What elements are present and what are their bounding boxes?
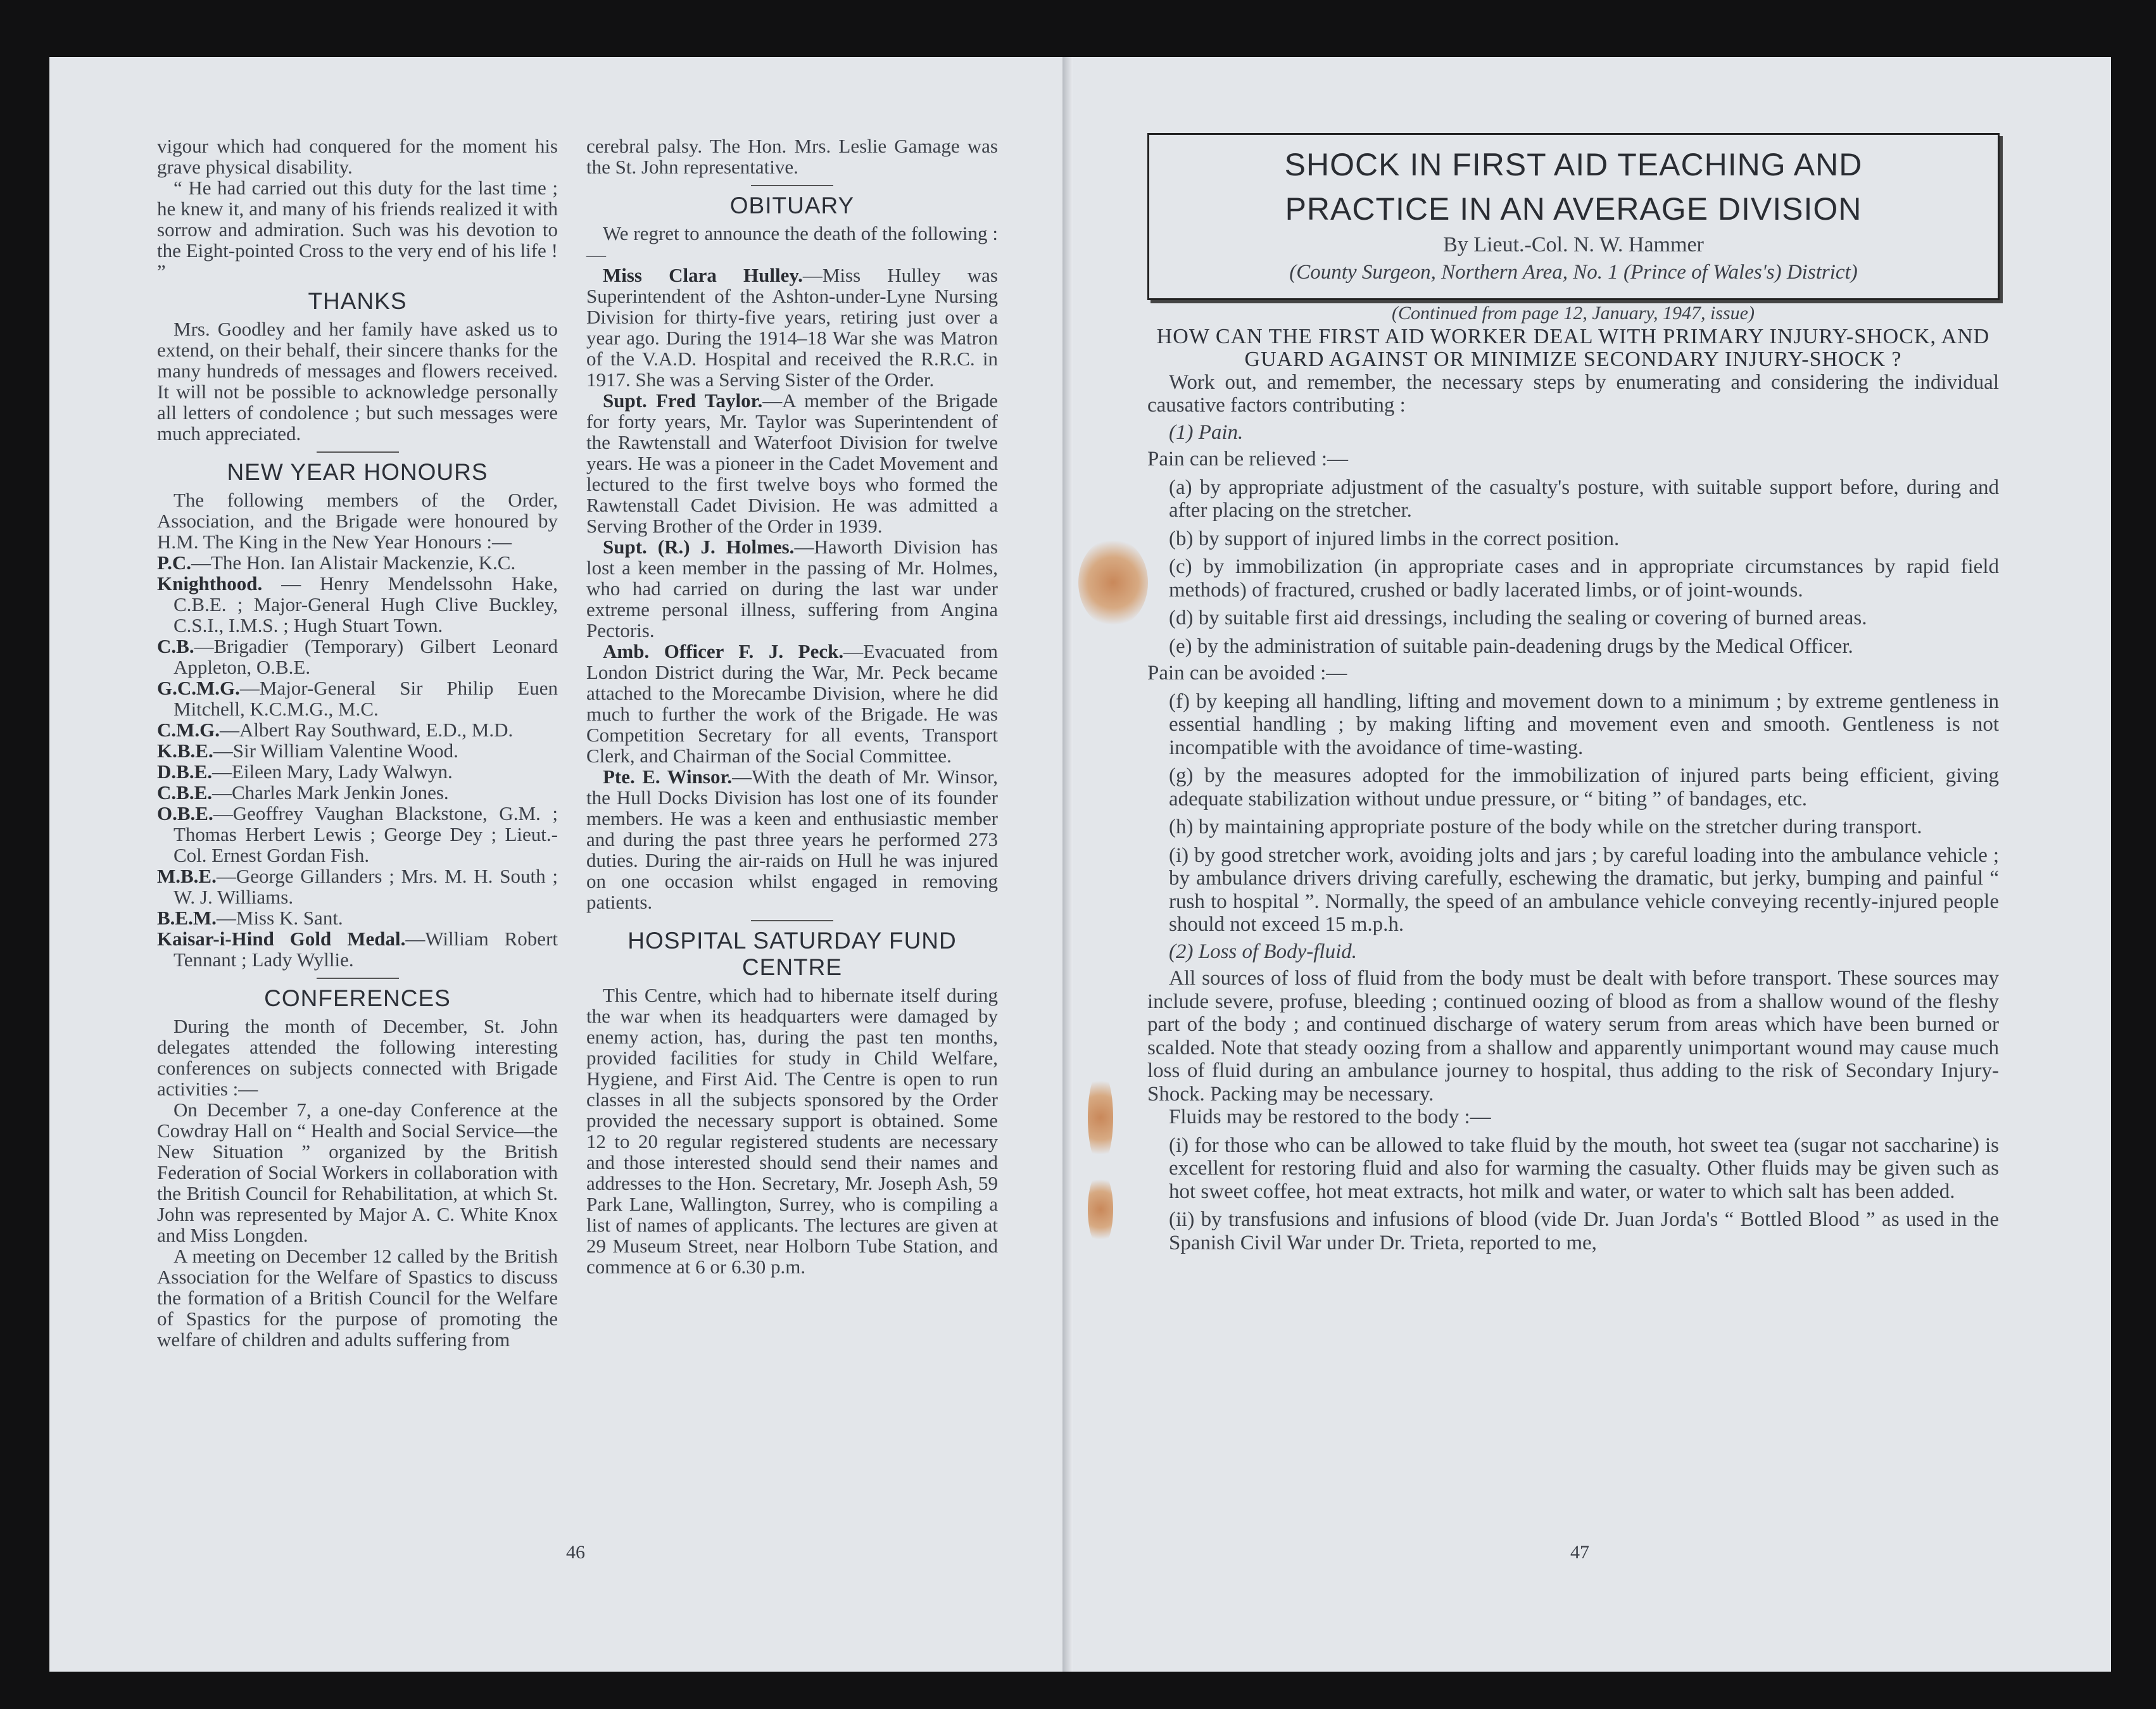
paragraph: A meeting on December 12 called by the British Association for the Welfare of Spastics to discuss the formation of a British Council for the Welfare of Spastics for the purpose of promoting the welfare of children and adults suffering from: [157, 1245, 558, 1351]
divider: [751, 920, 833, 921]
paragraph: vigour which had conquered for the moment his grave physical disability.: [157, 135, 558, 178]
continued-note: (Continued from page 12, January, 1947, issue): [1391, 303, 1755, 324]
section-label: (1) Pain.: [1169, 420, 1244, 444]
article-title-box: [1147, 133, 2000, 300]
recipients: —Charles Mark Jenkin Jones.: [212, 781, 449, 804]
page-number-right: 47: [1570, 1542, 1589, 1563]
award-name: D.B.E.: [157, 760, 212, 783]
recipients: —Major-General Sir Philip Euen Mitchell, K.C.M.G., M.C.: [173, 677, 558, 720]
recipients: —George Gillanders ; Mrs. M. H. South ; W. J. Williams.: [173, 865, 558, 908]
paragraph: cerebral palsy. The Hon. Mrs. Leslie Gamage was the St. John representative.: [586, 135, 998, 178]
section-label: (2) Loss of Body-fluid.: [1169, 940, 1357, 963]
list-item: (g) by the measures adopted for the immobilization of injured parts being efficient, giving adequate stabilization without undue pressure, or “ biting ” of bandages, etc.: [1169, 764, 1999, 810]
honour-entry: [157, 907, 558, 928]
obituary-name: Pte. E. Winsor.: [603, 766, 733, 788]
paragraph: The following members of the Order, Association, and the Brigade were honoured by H.M. The King in the New Year Honours :—: [157, 489, 558, 553]
award-name: Kaisar-i-Hind Gold Medal.: [157, 928, 406, 950]
recipients: —William Robert Tennant ; Lady Wyllie.: [173, 928, 558, 971]
title-line: PRACTICE IN AN AVERAGE DIVISION: [1285, 191, 1862, 227]
list-item: (e) by the administration of suitable pain-deadening drugs by the Medical Officer.: [1169, 634, 1853, 658]
obituary-text: —Haworth Division has lost a keen member in the passing of Mr. Holmes, who had carried on during the last war under extreme personal illness, suffering from Angina Pectoris.: [586, 536, 999, 641]
list-item: (d) by suitable first aid dressings, including the sealing or covering of burned areas.: [1169, 607, 1867, 629]
divider: [751, 185, 833, 186]
recipients: —Albert Ray Southward, E.D., M.D.: [220, 719, 514, 741]
recipients: —Geoffrey Vaughan Blackstone, G.M. ; Thomas Herbert Lewis ; George Dey ; Lieut.-Col. Ernest Gordan Fish.: [173, 802, 558, 866]
recipients: —Sir William Valentine Wood.: [213, 740, 458, 762]
paragraph: Fluids may be restored to the body :—: [1169, 1106, 1491, 1128]
obituary-entry: [586, 641, 998, 766]
obituary-entry: [586, 265, 998, 390]
honour-entry: [157, 782, 558, 803]
award-name: Knighthood.: [157, 572, 263, 595]
recipients: —Eileen Mary, Lady Walwyn.: [212, 760, 453, 783]
rust-stain: [1088, 1171, 1113, 1247]
list-item: (a) by appropriate adjustment of the casualty's posture, with suitable support before, during and after placing on the stretcher.: [1169, 476, 1999, 522]
restored-list: [1147, 1134, 1999, 1255]
obituary-text: —Miss Hulley was Superintendent of the Ashton-under-Lyne Nursing Division for thirty-five years, retiring just over a year ago. During the 1914–18 War she was Matron of the V.A.D. Hospital and received the R.R.C. in 1917. She was a Serving Sister of the Order.: [586, 264, 998, 391]
list-item: (b) by support of injured limbs in the correct position.: [1169, 527, 1620, 550]
honour-entry: [157, 866, 558, 907]
honour-entry: [157, 573, 558, 636]
list-item: (c) by immobilization (in appropriate cases and in appropriate circumstances by rapid field methods) of fractured, crushed or badly lacerated limbs, or of joint-wounds.: [1169, 555, 1999, 602]
award-name: P.C.: [157, 552, 191, 574]
obituary-entry: [586, 766, 998, 912]
honours-heading: NEW YEAR HONOURS: [227, 459, 488, 485]
honour-entry: [157, 803, 558, 866]
award-name: C.B.E.: [157, 781, 212, 804]
rust-stain: [1078, 538, 1148, 627]
obituary-entry: [586, 536, 998, 641]
divider: [317, 978, 399, 979]
honour-entry: [157, 761, 558, 782]
recipients: —Brigadier (Temporary) Gilbert Leonard Appleton, O.B.E.: [173, 635, 558, 678]
article-title: [1149, 142, 1998, 231]
paragraph: On December 7, a one-day Conference at the Cowdray Hall on “ Health and Social Service—the New Situation ” organized by the British Federation of Social Workers in collaboration with the British Council for Rehabilitation, at which St. John was represented by Major A. C. White Knox and Miss Longden.: [157, 1099, 558, 1246]
list-item: (i) for those who can be allowed to take fluid by the mouth, hot sweet tea (sugar not saccharine) is excellent for restoring fluid and also for warming the casualty. Other fluids may be given such as hot sweet coffee, hot meat extracts, hot milk and water, or water to which salt has been added.: [1169, 1133, 1999, 1203]
paragraph: This Centre, which had to hibernate itself during the war when its headquarters were damaged by enemy action, has, during the past ten months, provided facilities for study in Child Welfare, Hygiene, and First Aid. The Centre is open to run classes in all the subjects sponsored by the Order provided the necessary support is obtained. Some 12 to 20 regular registered students are necessary and those interested should send their names and addresses to the Hon. Secretary, Mr. Joseph Ash, 59 Park Lane, Wallington, Surrey, who is compiling a list of names of applicants. The lectures are given at 29 Museum Street, near Holborn Tube Station, and commence at 6 or 6.30 p.m.: [586, 984, 998, 1278]
paragraph: Pain can be relieved :—: [1147, 448, 1349, 470]
divider: [317, 451, 399, 453]
recipients: —The Hon. Ian Alistair Mackenzie, K.C.: [191, 552, 516, 574]
honour-entry: [157, 552, 558, 573]
list-item: (i) by good stretcher work, avoiding jolts and jars ; by careful loading into the ambulance vehicle ; by ambulance drivers driving carefully, eschewing the dramatic, but jerky, bumping and painful “ rush to hospital ”. Normally, the speed of an ambulance vehicle conveying recently-injured people should not exceed 15 m.p.h.: [1169, 843, 1999, 936]
obituary-name: Miss Clara Hulley.: [603, 264, 803, 286]
obituary-heading: OBITUARY: [729, 192, 855, 218]
award-name: M.B.E.: [157, 865, 217, 887]
paragraph: All sources of loss of fluid from the body must be dealt with before transport. These sources may include severe, profuse, bleeding ; continued oozing of blood as from a shallow wound of the fleshy part of the body ; and continued discharge of watery serum from areas which have been burned or scalded. Note that steady oozing from a shallow and apparently unimportant wound may cause much loss of fluid during an ambulance journey to hospital, thus adding to the risk of Secondary Injury-Shock. Packing may be necessary.: [1147, 967, 1999, 1106]
conferences-heading: CONFERENCES: [264, 985, 451, 1011]
list-item: (f) by keeping all handling, lifting and movement down to a minimum ; by extreme gentleness in essential handling ; by making lifting and movement even and smooth. Gentleness is not incompatible with the avoidance of time-wasting.: [1169, 690, 1999, 759]
list-item: (h) by maintaining appropriate posture of the body while on the stretcher during transport.: [1169, 816, 1922, 838]
honour-entry: [157, 740, 558, 761]
award-name: C.B.: [157, 635, 194, 657]
article-subheading: HOW CAN THE FIRST AID WORKER DEAL WITH PRIMARY INJURY-SHOCK, AND GUARD AGAINST OR MINIMIZE SECONDARY INJURY-SHOCK ?: [1156, 324, 1990, 371]
list-item: (ii) by transfusions and infusions of blood (vide Dr. Juan Jorda's “ Bottled Blood ” as used in the Spanish Civil War under Dr. Trieta, reported to me,: [1169, 1208, 1999, 1254]
page-number-left: 46: [566, 1542, 585, 1563]
title-line: SHOCK IN FIRST AID TEACHING AND: [1284, 147, 1863, 182]
rust-stain: [1088, 1070, 1113, 1165]
paragraph: Pain can be avoided :—: [1147, 662, 1347, 684]
obituary-text: —With the death of Mr. Winsor, the Hull Docks Division has lost one of its founder members. He was a keen and enthusiastic member and during the past three years he performed 273 duties. During the air-raids on Hull he was injured on one occasion whilst engaged in removing patients.: [586, 766, 998, 913]
honour-entry: [157, 928, 558, 970]
paragraph: We regret to announce the death of the following :—: [586, 222, 998, 265]
obituary-text: —Evacuated from London District during the War, Mr. Peck became attached to the Morecambe Division, where he did much to further the work of the Brigade. He was Competition Secretary for all events, Transport Clerk, and Chairman of the Social Committee.: [586, 640, 998, 767]
byline: By Lieut.-Col. N. W. Hammer: [1443, 233, 1704, 256]
award-name: K.B.E.: [157, 740, 213, 762]
affiliation: (County Surgeon, Northern Area, No. 1 (Prince of Wales's) District): [1289, 261, 1858, 284]
relieved-list: [1147, 476, 1999, 659]
paragraph: Work out, and remember, the necessary steps by enumerating and considering the individual causative factors contributing :: [1147, 370, 1999, 417]
award-name: C.M.G.: [157, 719, 220, 741]
recipients: —Miss K. Sant.: [216, 907, 343, 929]
paragraph: “ He had carried out this duty for the last time ; he knew it, and many of his friends realized it with sorrow and admiration. Such was his devotion to the Eight-pointed Cross to the very end of his life ! ”: [157, 177, 558, 282]
recipients: — Henry Mendelssohn Hake, C.B.E. ; Major-General Hugh Clive Buckley, C.S.I., I.M.S. ; Hugh Stuart Town.: [173, 572, 558, 636]
award-name: G.C.M.G.: [157, 677, 240, 699]
left-column-1: [157, 136, 558, 1350]
article-body: [1147, 301, 1999, 1254]
award-name: O.B.E.: [157, 802, 213, 824]
obituary-name: Supt. (R.) J. Holmes.: [603, 536, 795, 558]
left-column-2: [586, 136, 998, 1277]
honour-entry: [157, 678, 558, 719]
paragraph: Mrs. Goodley and her family have asked us to extend, on their behalf, their sincere thanks for the many hundreds of messages and flowers received. It will not be possible to acknowledge personally all letters of condolence ; but such messages were much appreciated.: [157, 318, 558, 445]
obituary-name: Amb. Officer F. J. Peck.: [603, 640, 844, 662]
obituary-list: [586, 265, 998, 912]
binding-gutter: [1062, 57, 1073, 1672]
paragraph: During the month of December, St. John delegates attended the following interesting conferences on subjects connected with Brigade activities :—: [157, 1015, 558, 1100]
honours-list: [157, 552, 558, 970]
honour-entry: [157, 636, 558, 678]
avoided-list: [1147, 690, 1999, 936]
obituary-name: Supt. Fred Taylor.: [603, 389, 763, 412]
award-name: B.E.M.: [157, 907, 217, 929]
fund-heading: HOSPITAL SATURDAY FUND CENTRE: [627, 928, 957, 980]
obituary-text: —A member of the Brigade for forty years, Mr. Taylor was Superintendent of the Rawtenstall and Waterfoot Division for twelve years. He was a pioneer in the Cadet Movement and lectured to the first twelve boys who formed the Rawtenstall Cadet Division. He was admitted a Serving Brother of the Order in 1939.: [586, 389, 998, 537]
honour-entry: [157, 719, 558, 740]
thanks-heading: THANKS: [308, 288, 407, 314]
obituary-entry: [586, 390, 998, 536]
